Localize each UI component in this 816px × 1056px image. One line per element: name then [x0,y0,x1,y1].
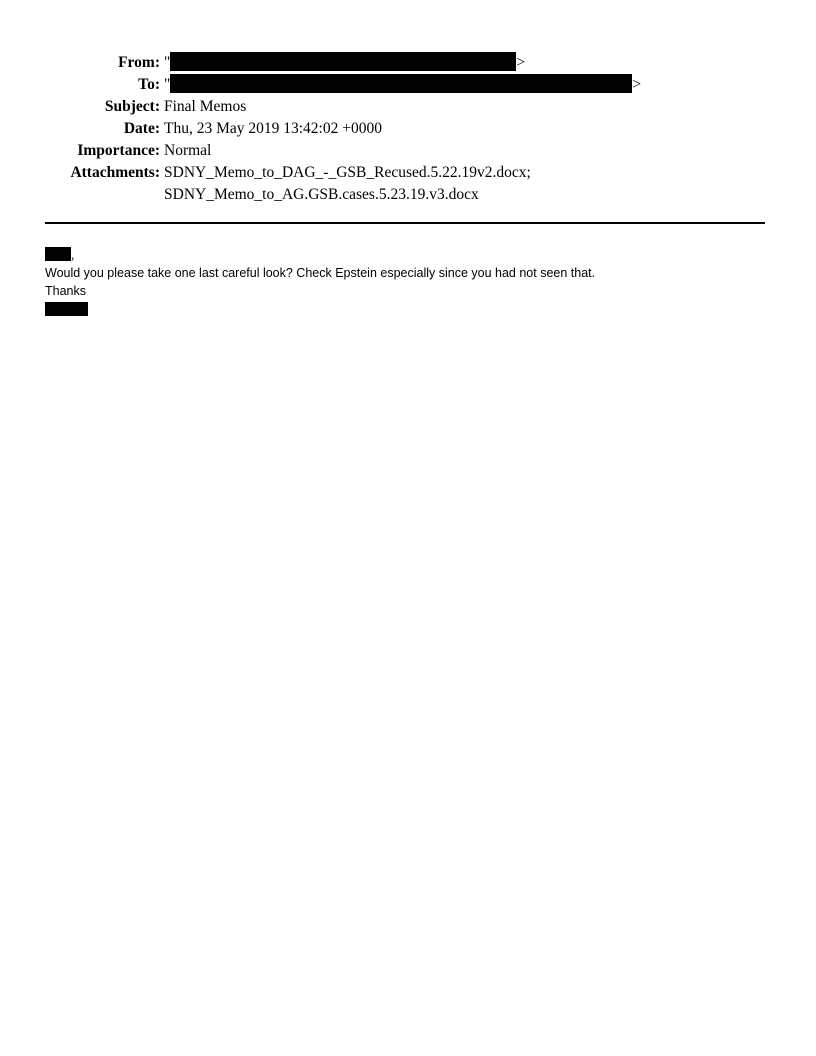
to-prefix: " [164,76,171,93]
from-value [160,52,525,74]
subject-value: Final Memos [164,98,247,115]
message-line: Thanks [45,284,86,298]
message-line: Would you please take one last careful look? Check Epstein especially since you had not seen that. [45,266,596,280]
from-redaction [170,52,516,71]
subject-label: Subject: [104,98,160,115]
greeting-suffix: , [71,248,75,262]
to-suffix: > [632,76,642,93]
signature-redaction [45,302,88,316]
to-row [0,74,816,96]
attachments-label: Attachments: [70,164,160,181]
from-row [0,52,816,74]
attachments-list [160,162,531,206]
date-row [0,118,816,140]
to-redaction [170,74,632,93]
date-value: Thu, 23 May 2019 13:42:02 +0000 [164,120,382,137]
importance-label: Importance: [77,142,160,159]
subject-row [0,96,816,118]
from-suffix: > [516,54,526,71]
greeting-redaction [45,247,71,261]
message-body [45,246,765,321]
date-label: Date: [123,120,160,137]
to-label: To: [138,76,160,93]
attachment-item[interactable]: SDNY_Memo_to_DAG_-_GSB_Recused.5.22.19v2.docx; [164,164,531,181]
from-label: From: [118,54,160,71]
header-divider [45,222,765,224]
from-prefix: " [164,54,171,71]
to-value [160,74,641,96]
attachment-item[interactable]: SDNY_Memo_to_AG.GSB.cases.5.23.19.v3.docx [164,186,479,203]
attachments-row [0,162,816,206]
importance-row [0,140,816,162]
greeting-line [45,246,765,264]
email-header [0,52,816,206]
importance-value: Normal [164,142,212,159]
signature-line [45,300,765,321]
